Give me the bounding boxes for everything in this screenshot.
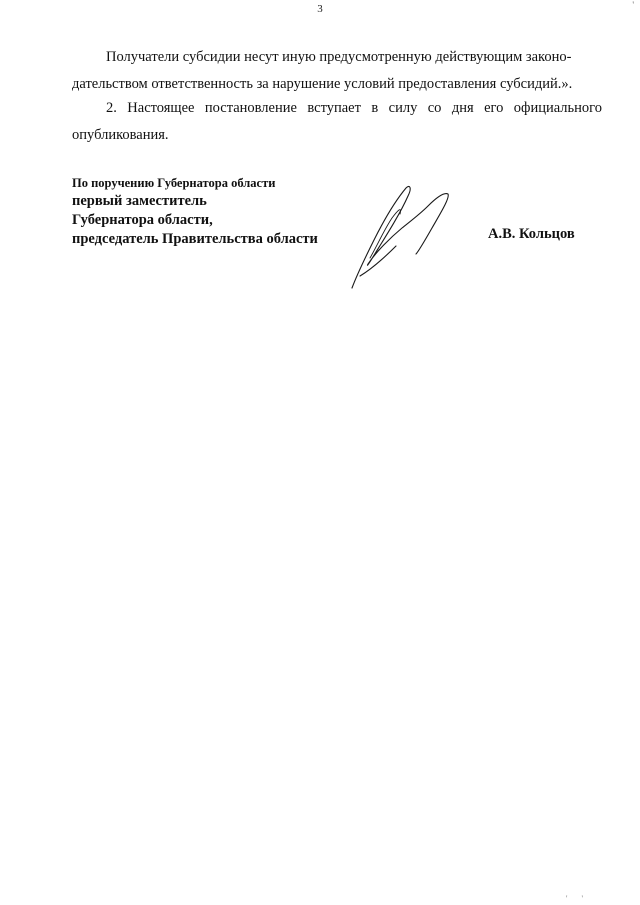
signer-name: А.В. Кольцов	[488, 226, 575, 242]
paragraph-2	[72, 95, 602, 149]
paragraph-2-word: вступает	[307, 100, 361, 116]
signer-position-line-2: Губернатора области,	[72, 212, 213, 228]
bottom-mark: ' '	[566, 894, 589, 903]
paragraph-1-line-1: Получатели субсидии несут иную предусмотренную действующим законо-	[106, 49, 572, 65]
signer-instruction: По поручению Губернатора области	[72, 176, 276, 190]
paragraph-2-word: постановление	[204, 100, 297, 116]
paragraph-2-word: Настоящее	[127, 100, 195, 116]
paragraph-1-line-2: дательством ответственность за нарушение условий предоставления субсидий.».	[72, 76, 573, 92]
signer-position-block	[72, 174, 318, 249]
paragraph-2-line-1	[72, 95, 602, 122]
paragraph-2-line-2: опубликования.	[72, 127, 169, 143]
page-number: 3	[317, 3, 323, 15]
paragraph-2-word: официального	[513, 100, 602, 116]
signer-position-line-1: первый заместитель	[72, 193, 207, 209]
paragraph-2-word: силу	[388, 100, 418, 116]
signer-position-line-3: председатель Правительства области	[72, 231, 318, 247]
corner-mark: '	[632, 0, 634, 10]
paragraph-2-word: со	[427, 100, 442, 116]
paragraph-1	[72, 44, 602, 98]
handwritten-signature	[340, 180, 480, 295]
paragraph-2-word: его	[484, 100, 504, 116]
paragraph-2-word: дня	[451, 100, 474, 116]
paragraph-2-word: в	[371, 100, 379, 116]
paragraph-2-number: 2.	[106, 100, 117, 116]
